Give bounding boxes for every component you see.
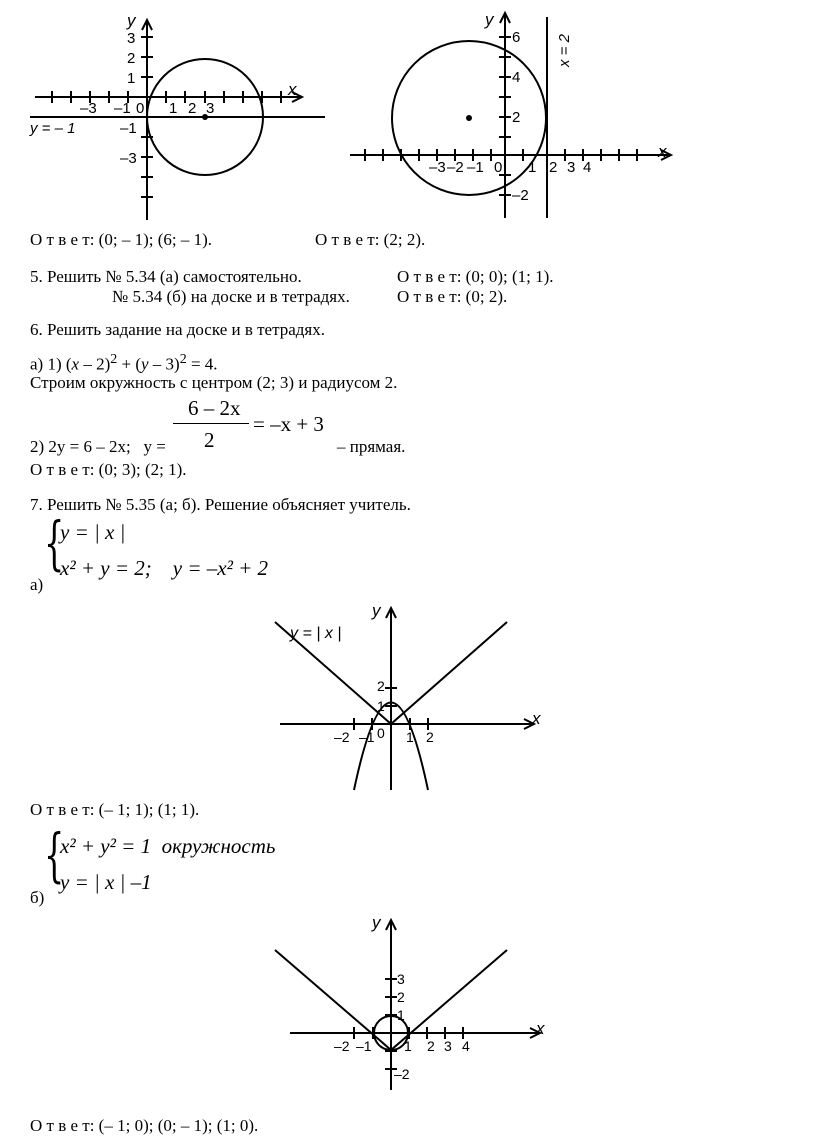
svg-text:1: 1 bbox=[127, 70, 136, 87]
y-label: y bbox=[372, 913, 381, 932]
svg-text:–1: –1 bbox=[356, 1038, 372, 1054]
svg-text:–3: –3 bbox=[120, 150, 137, 167]
line-label: x = 2 bbox=[556, 34, 573, 67]
x-label: x bbox=[536, 1019, 545, 1038]
line-label: y = – 1 bbox=[30, 120, 76, 137]
task5-line1: 5. Решить № 5.34 (а) самостоятельно. bbox=[30, 267, 302, 286]
answer-b: О т в е т: (– 1; 0); (0; – 1); (1; 0). bbox=[30, 1116, 259, 1135]
system-a-line2: x² + y = 2; y = –x² + 2 bbox=[60, 556, 269, 580]
task7-title: 7. Решить № 5.35 (а; б). Решение объясняет учитель. bbox=[30, 495, 411, 514]
answer-graph1: О т в е т: (0; – 1); (6; – 1). bbox=[30, 230, 212, 249]
svg-text:1: 1 bbox=[169, 100, 178, 117]
task6-title: 6. Решить задание на доске и в тетрадях. bbox=[30, 320, 325, 339]
svg-text:–1: –1 bbox=[359, 729, 375, 745]
y-label: y bbox=[485, 10, 494, 29]
svg-text:0: 0 bbox=[494, 159, 503, 176]
x-label: x bbox=[532, 709, 541, 728]
fraction-numerator: 6 – 2x bbox=[188, 396, 241, 420]
graph-circle-abs bbox=[270, 910, 570, 1095]
task6-a1: а) 1) (x – 2)$^2$ + (y – 3)$^2$ = 4. bbox=[30, 352, 218, 374]
task6-answer: О т в е т: (0; 3); (2; 1). bbox=[30, 460, 187, 479]
svg-text:3: 3 bbox=[567, 159, 576, 176]
x-label: x bbox=[658, 142, 667, 161]
svg-text:4: 4 bbox=[583, 159, 592, 176]
svg-text:–1: –1 bbox=[120, 120, 137, 137]
svg-text:3: 3 bbox=[444, 1038, 452, 1054]
answer-graph2: О т в е т: (2; 2). bbox=[315, 230, 426, 249]
svg-text:2: 2 bbox=[397, 989, 405, 1005]
graph-abs-parabola bbox=[260, 600, 560, 795]
svg-text:–1: –1 bbox=[467, 159, 484, 176]
svg-text:2: 2 bbox=[426, 729, 434, 745]
y-label: y bbox=[372, 601, 381, 620]
svg-text:–3: –3 bbox=[429, 159, 446, 176]
task6-a2: 2) 2y = 6 – 2x; y = bbox=[30, 437, 166, 456]
svg-text:2: 2 bbox=[127, 50, 136, 67]
svg-text:3: 3 bbox=[397, 971, 405, 987]
system-brace-b: { bbox=[44, 821, 65, 889]
y-label: y bbox=[127, 11, 136, 30]
fraction-rhs: = –x + 3 bbox=[253, 412, 324, 436]
svg-text:2: 2 bbox=[512, 109, 521, 126]
fraction-denominator: 2 bbox=[204, 428, 215, 452]
graph-circle-center-3 bbox=[30, 10, 350, 225]
svg-text:1: 1 bbox=[406, 729, 414, 745]
svg-text:4: 4 bbox=[462, 1038, 470, 1054]
fraction-bar bbox=[173, 423, 249, 424]
x-label: x bbox=[288, 80, 297, 99]
svg-text:2: 2 bbox=[427, 1038, 435, 1054]
system-a-line1: y = | x | bbox=[60, 520, 126, 544]
task6-a2-right: – прямая. bbox=[337, 437, 406, 456]
label-a: а) bbox=[30, 575, 44, 594]
graph-circle-tangent bbox=[345, 5, 685, 225]
svg-text:1: 1 bbox=[397, 1007, 405, 1023]
svg-text:3: 3 bbox=[127, 30, 136, 47]
svg-text:–3: –3 bbox=[80, 100, 97, 117]
task5-answer2: О т в е т: (0; 2). bbox=[397, 287, 508, 306]
svg-text:–2: –2 bbox=[512, 187, 529, 204]
svg-text:1: 1 bbox=[404, 1038, 412, 1054]
svg-text:–1: –1 bbox=[114, 100, 131, 117]
svg-text:0: 0 bbox=[377, 725, 385, 741]
svg-text:2: 2 bbox=[188, 100, 197, 117]
svg-text:6: 6 bbox=[512, 29, 521, 46]
label-b: б) bbox=[30, 888, 45, 907]
svg-text:3: 3 bbox=[206, 100, 215, 117]
system-b-line1: x² + y² = 1 окружность bbox=[60, 834, 276, 858]
svg-text:2: 2 bbox=[377, 678, 385, 694]
svg-text:–2: –2 bbox=[334, 1038, 350, 1054]
system-b-line2: y = | x | –1 bbox=[60, 870, 152, 894]
answer-a: О т в е т: (– 1; 1); (1; 1). bbox=[30, 800, 200, 819]
svg-text:–2: –2 bbox=[447, 159, 464, 176]
system-brace-a: { bbox=[44, 509, 65, 577]
svg-text:1: 1 bbox=[377, 698, 385, 714]
svg-text:1: 1 bbox=[528, 159, 537, 176]
svg-text:2: 2 bbox=[549, 159, 558, 176]
task5-answer1: О т в е т: (0; 0); (1; 1). bbox=[397, 267, 554, 286]
svg-text:4: 4 bbox=[512, 69, 521, 86]
svg-text:–2: –2 bbox=[394, 1066, 410, 1082]
svg-text:0: 0 bbox=[136, 100, 145, 117]
curve-label: y = | x | bbox=[290, 625, 342, 642]
svg-text:–2: –2 bbox=[334, 729, 350, 745]
task6-build: Строим окружность с центром (2; 3) и радиусом 2. bbox=[30, 373, 398, 392]
task5-line2: № 5.34 (б) на доске и в тетрадях. bbox=[112, 287, 350, 306]
center-point bbox=[466, 115, 472, 121]
